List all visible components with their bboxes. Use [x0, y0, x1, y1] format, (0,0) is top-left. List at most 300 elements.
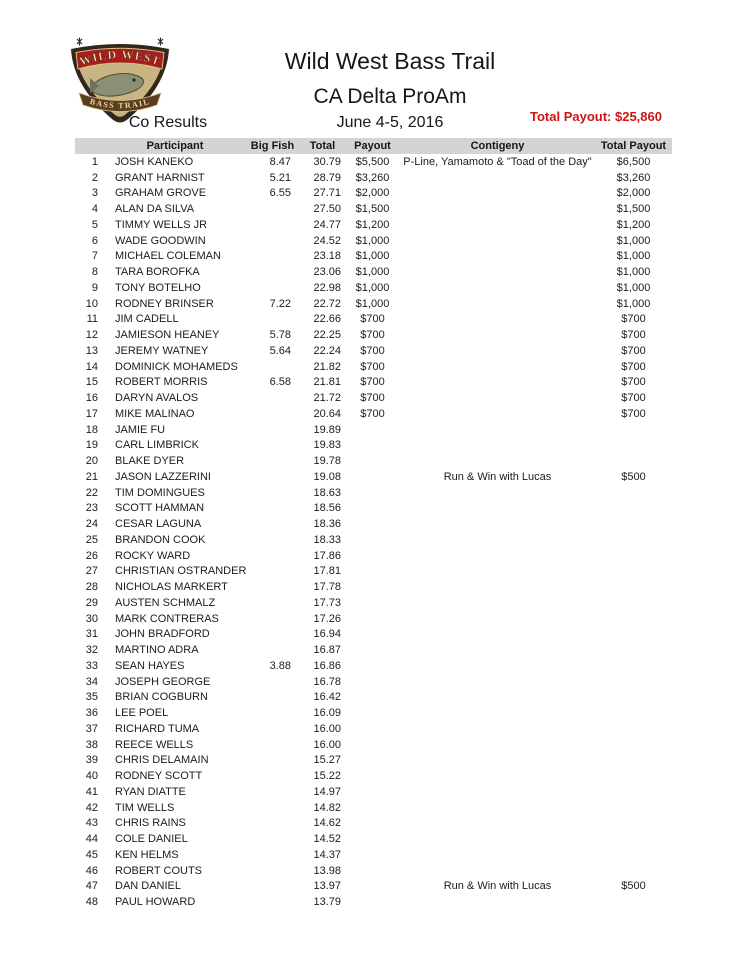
cell-participant: ROBERT COUTS [115, 864, 202, 877]
cell-total-payout [595, 658, 672, 674]
cell-participant: MARTINO ADRA [115, 644, 199, 657]
cell-total: 19.08 [313, 470, 341, 483]
cell-contigeny [400, 201, 595, 217]
cell-participant: WADE GOODWIN [115, 234, 206, 247]
cell-participant: REECE WELLS [115, 738, 194, 751]
cell-participant: AUSTEN SCHMALZ [115, 596, 216, 609]
cell-total: 16.94 [313, 628, 341, 641]
cell-participant: TIM DOMINGUES [115, 486, 205, 499]
cell-contigeny [400, 280, 595, 296]
cell-contigeny [400, 768, 595, 784]
table-row [75, 784, 672, 800]
cell-payout [345, 579, 400, 595]
results-table [75, 138, 672, 910]
cell-rank: 17 [85, 407, 98, 420]
table-row [75, 422, 672, 438]
cell-big-fish [245, 690, 300, 706]
cell-contigeny [400, 800, 595, 816]
cell-total-payout [595, 532, 672, 548]
cell-total: 14.97 [313, 785, 341, 798]
cell-total: 18.56 [313, 502, 341, 515]
cell-big-fish [245, 548, 300, 564]
cell-contigeny [400, 296, 595, 312]
cell-big-fish [245, 831, 300, 847]
table-row [75, 800, 672, 816]
cell-participant: DARYN AVALOS [115, 392, 199, 405]
cell-participant: CHRISTIAN OSTRANDER [115, 565, 247, 578]
logo-top-text: WILD WEST [77, 47, 163, 69]
cell-total: 13.98 [313, 864, 341, 877]
cell-total: 20.64 [313, 407, 341, 420]
table-row [75, 579, 672, 595]
cell-total: 22.25 [313, 329, 341, 342]
cell-total-payout: $6,500 [616, 155, 651, 168]
cell-total-payout [595, 548, 672, 564]
cell-big-fish [245, 233, 300, 249]
cell-participant: JOSEPH GEORGE [115, 675, 211, 688]
cell-total-payout: $1,000 [616, 234, 651, 247]
cell-payout: $2,000 [355, 187, 390, 200]
cell-participant: NICHOLAS MARKERT [115, 581, 228, 594]
cell-rank: 28 [85, 581, 98, 594]
cell-big-fish [245, 595, 300, 611]
cell-payout [345, 690, 400, 706]
cell-rank: 35 [85, 691, 98, 704]
cell-total-payout [595, 847, 672, 863]
cell-participant: ROBERT MORRIS [115, 376, 208, 389]
cell-payout [345, 627, 400, 643]
cell-participant: KEN HELMS [115, 848, 179, 861]
cell-contigeny [400, 264, 595, 280]
cell-contigeny [400, 249, 595, 265]
cell-total: 27.71 [313, 187, 341, 200]
cell-rank: 19 [85, 439, 98, 452]
cell-participant: TONY BOTELHO [115, 281, 201, 294]
cell-total-payout [595, 422, 672, 438]
cell-participant: SCOTT HAMMAN [115, 502, 205, 515]
table-row [75, 627, 672, 643]
cell-contigeny [400, 642, 595, 658]
cell-total-payout [595, 501, 672, 517]
table-row [75, 532, 672, 548]
cell-total: 21.72 [313, 392, 341, 405]
cell-payout: $700 [360, 313, 385, 326]
wild-west-bass-trail-logo-icon [66, 36, 174, 124]
cell-rank: 18 [85, 423, 98, 436]
cell-contigeny [400, 863, 595, 879]
cell-rank: 2 [91, 171, 98, 184]
cell-rank: 7 [91, 250, 98, 263]
cell-big-fish [245, 768, 300, 784]
cell-rank: 46 [85, 864, 98, 877]
cell-total: 13.97 [313, 880, 341, 893]
cell-payout: $700 [360, 360, 385, 373]
table-row [75, 768, 672, 784]
cell-payout [345, 894, 400, 910]
cell-payout: $700 [360, 407, 385, 420]
cell-payout: $3,260 [355, 171, 390, 184]
table-row [75, 737, 672, 753]
table-row [75, 816, 672, 832]
cell-total-payout: $500 [621, 470, 646, 483]
table-row [75, 296, 672, 312]
cell-big-fish: 5.21 [269, 171, 291, 184]
cell-contigeny [400, 595, 595, 611]
cell-total: 16.42 [313, 691, 341, 704]
cell-big-fish: 5.78 [269, 329, 291, 342]
table-row [75, 217, 672, 233]
cell-contigeny [400, 327, 595, 343]
cell-payout [345, 453, 400, 469]
cell-big-fish [245, 280, 300, 296]
cell-big-fish: 3.88 [269, 659, 291, 672]
title-block [180, 46, 600, 111]
cell-total: 28.79 [313, 171, 341, 184]
cell-participant: CARL LIMBRICK [115, 439, 199, 452]
cell-contigeny [400, 816, 595, 832]
cell-rank: 5 [91, 218, 98, 231]
cell-big-fish: 6.55 [269, 187, 291, 200]
cell-participant: BLAKE DYER [115, 455, 185, 468]
cell-participant: JOHN BRADFORD [115, 628, 210, 641]
cell-contigeny: Run & Win with Lucas [443, 470, 552, 483]
cell-participant: PAUL HOWARD [115, 896, 196, 909]
cell-contigeny [400, 359, 595, 375]
cell-rank: 26 [85, 549, 98, 562]
cell-participant: JASON LAZZERINI [115, 470, 211, 483]
cell-rank: 3 [91, 187, 98, 200]
table-row [75, 233, 672, 249]
cell-total: 16.00 [313, 722, 341, 735]
cell-rank: 9 [91, 281, 98, 294]
cell-rank: 11 [86, 313, 98, 326]
cell-big-fish [245, 674, 300, 690]
cell-total: 24.52 [313, 234, 341, 247]
table-row [75, 595, 672, 611]
cell-participant: RYAN DIATTE [115, 785, 186, 798]
results-table-body [75, 154, 672, 910]
cell-total-payout: $700 [621, 313, 646, 326]
table-row [75, 753, 672, 769]
cell-contigeny: Run & Win with Lucas [443, 880, 552, 893]
cell-total-payout: $1,500 [616, 203, 651, 216]
table-row [75, 201, 672, 217]
cell-rank: 16 [85, 392, 98, 405]
cell-rank: 22 [85, 486, 98, 499]
cell-total: 19.89 [313, 423, 341, 436]
cell-total: 16.87 [313, 644, 341, 657]
table-row [75, 312, 672, 328]
cell-total-payout [595, 784, 672, 800]
cell-contigeny [400, 485, 595, 501]
cell-payout [345, 548, 400, 564]
cell-total: 18.63 [313, 486, 341, 499]
cell-payout [345, 642, 400, 658]
cell-total-payout [595, 831, 672, 847]
cell-payout [345, 768, 400, 784]
table-row [75, 469, 672, 485]
cell-total-payout: $1,000 [616, 266, 651, 279]
cell-participant: BRIAN COGBURN [115, 691, 208, 704]
table-row [75, 438, 672, 454]
table-row [75, 879, 672, 895]
table-row [75, 154, 672, 170]
table-header-row [75, 138, 672, 154]
cell-rank: 23 [85, 502, 98, 515]
cell-rank: 12 [85, 329, 98, 342]
cell-total-payout [595, 516, 672, 532]
cell-payout [345, 737, 400, 753]
table-row [75, 894, 672, 910]
cell-total-payout [595, 768, 672, 784]
cell-contigeny [400, 579, 595, 595]
cell-total: 17.86 [313, 549, 341, 562]
cell-total: 14.62 [313, 817, 341, 830]
cell-payout: $1,000 [355, 266, 390, 279]
cell-total-payout [595, 611, 672, 627]
cell-total: 16.86 [313, 659, 341, 672]
cell-payout [345, 516, 400, 532]
cell-payout: $700 [360, 329, 385, 342]
cell-rank: 20 [85, 455, 98, 468]
cell-participant: JEREMY WATNEY [115, 344, 209, 357]
cell-big-fish [245, 863, 300, 879]
cell-total-payout [595, 438, 672, 454]
table-row [75, 705, 672, 721]
cell-big-fish [245, 816, 300, 832]
cell-total-payout [595, 721, 672, 737]
cell-rank: 41 [85, 785, 98, 798]
cell-total: 21.81 [313, 376, 341, 389]
cell-participant: ROCKY WARD [115, 549, 191, 562]
cell-big-fish [245, 453, 300, 469]
table-row [75, 485, 672, 501]
cell-total: 17.73 [313, 596, 341, 609]
cell-big-fish [245, 800, 300, 816]
cell-participant: MICHAEL COLEMAN [115, 250, 221, 263]
cell-total-payout [595, 753, 672, 769]
cell-contigeny [400, 186, 595, 202]
cell-total: 23.06 [313, 266, 341, 279]
total-payout-callout: Total Payout: $25,860 [530, 109, 662, 124]
table-row [75, 658, 672, 674]
cell-total: 23.18 [313, 250, 341, 263]
cell-total: 17.78 [313, 581, 341, 594]
cell-payout [345, 564, 400, 580]
cell-payout [345, 611, 400, 627]
header-participant: Participant [105, 138, 245, 154]
cell-participant: TIMMY WELLS JR [115, 218, 208, 231]
cell-contigeny [400, 516, 595, 532]
cell-rank: 15 [85, 376, 98, 389]
cell-total-payout: $500 [621, 880, 646, 893]
cell-total: 27.50 [313, 203, 341, 216]
cell-total-payout: $2,000 [616, 187, 651, 200]
cell-participant: GRAHAM GROVE [115, 187, 207, 200]
cell-total-payout: $1,000 [616, 297, 651, 310]
cell-payout [345, 816, 400, 832]
cell-total: 14.82 [313, 801, 341, 814]
table-row [75, 863, 672, 879]
cell-contigeny [400, 422, 595, 438]
cell-rank: 34 [85, 675, 98, 688]
cell-payout [345, 595, 400, 611]
cell-rank: 8 [91, 266, 98, 279]
cell-total-payout [595, 863, 672, 879]
table-row [75, 690, 672, 706]
cell-big-fish [245, 611, 300, 627]
cell-big-fish [245, 217, 300, 233]
cell-contigeny [400, 627, 595, 643]
table-row [75, 390, 672, 406]
cell-rank: 31 [85, 628, 98, 641]
table-row [75, 516, 672, 532]
cell-rank: 33 [85, 659, 98, 672]
cell-rank: 44 [85, 833, 98, 846]
cell-payout [345, 879, 400, 895]
cell-payout [345, 753, 400, 769]
table-row [75, 548, 672, 564]
cell-big-fish: 6.58 [269, 376, 291, 389]
cell-payout: $700 [360, 344, 385, 357]
event-subtitle: CA Delta ProAm [313, 85, 467, 108]
cell-big-fish [245, 501, 300, 517]
cell-contigeny [400, 784, 595, 800]
cell-big-fish [245, 201, 300, 217]
cell-contigeny [400, 831, 595, 847]
cell-total-payout: $700 [621, 407, 646, 420]
cell-rank: 25 [85, 533, 98, 546]
cell-contigeny [400, 438, 595, 454]
cell-payout [345, 784, 400, 800]
cell-participant: JAMIE FU [115, 423, 166, 436]
cell-total-payout [595, 453, 672, 469]
cell-payout [345, 800, 400, 816]
cell-rank: 14 [85, 360, 98, 373]
cell-total-payout [595, 705, 672, 721]
cell-payout [345, 658, 400, 674]
cell-big-fish [245, 312, 300, 328]
cell-participant: COLE DANIEL [115, 833, 188, 846]
cell-total: 22.24 [313, 344, 341, 357]
cell-total-payout: $1,000 [616, 250, 651, 263]
table-row [75, 170, 672, 186]
cell-total-payout [595, 642, 672, 658]
cell-total-payout: $1,200 [616, 218, 651, 231]
header-contigeny: Contigeny [400, 138, 595, 154]
cell-rank: 24 [85, 518, 98, 531]
table-row [75, 327, 672, 343]
cell-rank: 39 [85, 754, 98, 767]
cell-payout: $1,000 [355, 297, 390, 310]
cell-rank: 32 [85, 644, 98, 657]
cell-contigeny: P-Line, Yamamoto & "Toad of the Day" [403, 155, 592, 168]
table-row [75, 375, 672, 391]
cell-contigeny [400, 894, 595, 910]
cell-total-payout: $700 [621, 344, 646, 357]
table-row [75, 359, 672, 375]
table-row [75, 280, 672, 296]
cell-big-fish [245, 721, 300, 737]
cell-big-fish [245, 359, 300, 375]
cell-contigeny [400, 233, 595, 249]
cell-payout [345, 847, 400, 863]
cell-contigeny [400, 705, 595, 721]
cell-total: 19.78 [313, 455, 341, 468]
header-total-payout: Total Payout [595, 138, 672, 154]
logo-bottom-text: BASS TRAIL [88, 96, 152, 111]
cell-contigeny [400, 532, 595, 548]
cell-rank: 21 [85, 470, 98, 483]
cell-total-payout [595, 737, 672, 753]
cell-payout [345, 438, 400, 454]
cell-total: 13.79 [313, 896, 341, 909]
cell-contigeny [400, 737, 595, 753]
cell-participant: JAMIESON HEANEY [115, 329, 220, 342]
cell-total-payout [595, 816, 672, 832]
cell-payout [345, 501, 400, 517]
cell-payout: $1,000 [355, 234, 390, 247]
cell-payout [345, 705, 400, 721]
table-row [75, 406, 672, 422]
table-row [75, 343, 672, 359]
cell-participant: DOMINICK MOHAMEDS [115, 360, 238, 373]
cell-total: 22.72 [313, 297, 341, 310]
cell-rank: 10 [85, 297, 98, 310]
cell-participant: DAN DANIEL [115, 880, 182, 893]
cell-total: 18.33 [313, 533, 341, 546]
cell-payout: $5,500 [355, 155, 390, 168]
cell-participant: LEE POEL [115, 707, 169, 720]
cell-payout [345, 422, 400, 438]
cell-big-fish [245, 579, 300, 595]
cell-payout [345, 674, 400, 690]
cell-big-fish [245, 627, 300, 643]
cell-contigeny [400, 170, 595, 186]
cell-total-payout [595, 674, 672, 690]
table-row [75, 186, 672, 202]
table-row [75, 264, 672, 280]
cell-big-fish [245, 847, 300, 863]
cell-total: 17.26 [313, 612, 341, 625]
table-row [75, 249, 672, 265]
table-row [75, 831, 672, 847]
cell-total-payout: $700 [621, 360, 646, 373]
cell-total: 19.83 [313, 439, 341, 452]
cell-total: 14.37 [313, 848, 341, 861]
cell-big-fish [245, 249, 300, 265]
header-rank [75, 138, 105, 154]
cell-participant: GRANT HARNIST [115, 171, 205, 184]
cell-big-fish [245, 438, 300, 454]
cell-participant: TARA BOROFKA [115, 266, 200, 279]
cell-total-payout [595, 690, 672, 706]
cell-participant: CHRIS DELAMAIN [115, 754, 209, 767]
cell-total: 14.52 [313, 833, 341, 846]
cell-contigeny [400, 674, 595, 690]
cell-rank: 1 [91, 155, 98, 168]
cell-total-payout: $1,000 [616, 281, 651, 294]
cell-big-fish [245, 485, 300, 501]
cell-contigeny [400, 453, 595, 469]
table-row [75, 642, 672, 658]
cell-rank: 40 [85, 770, 98, 783]
cell-total-payout: $700 [621, 376, 646, 389]
cell-big-fish: 8.47 [269, 155, 291, 168]
cell-total: 16.09 [313, 707, 341, 720]
header-big-fish: Big Fish [245, 138, 300, 154]
cell-big-fish [245, 879, 300, 895]
